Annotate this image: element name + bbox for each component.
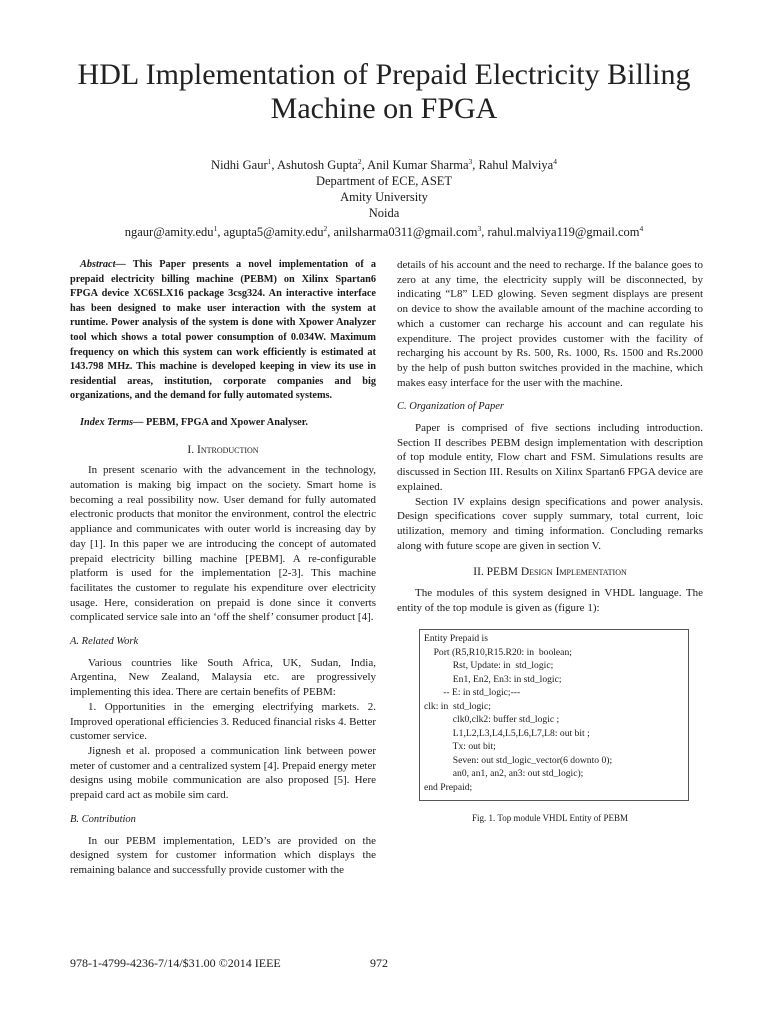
related-work-paragraph-3: Jignesh et al. proposed a communication link between power meter of customer and a centralized system [4]. Prepaid energy meter designs using mobile communication are also proposed [5]. Here prepaid card act as mobile sim card. [70, 745, 376, 802]
section-heading-introduction: I. Introduction [187, 443, 259, 456]
author-university: Amity University [340, 190, 428, 205]
index-terms-label: Index Terms [80, 416, 134, 428]
intro-paragraph: In present scenario with the advancement in the technology, automation is making big impact on the society. Smart home is becoming a real possibility now. User demand for fully automated electronic products that monitor the environment, control the electric appliance and communicates with outer world is increasing day by day [1]. In this paper we are introducing the concept of automated prepaid electricity billing machine [PEBM]. A re-configurable platform is used for the implementation [2-3]. This machine facilitates the customer to regulate his expenditure over electricity usage. Here, consideration on prepaid is done since it converts complicated service sale into an ‘off the shelf’ consumer product [4]. [70, 464, 376, 624]
index-terms-text: — PEBM, FPGA and Xpower Analyser. [133, 416, 308, 428]
subsection-heading-related-work: A. Related Work [70, 636, 139, 648]
code-line: clk: in std_logic; [424, 700, 491, 712]
section-heading-pebm-design: II. PEBM Design Implementation [473, 566, 627, 579]
abstract-text: This Paper presents a novel implementation of a prepaid electricity billing machine (PEBM) on Xilinx Spartan6 FPGA device XC6SLX16 package 3csg324. An interactive interface has been designed to make user interaction with the system at runtime. Power analysis of the system is done with Xpower Analyzer tool which shows a total power consumption of 0.034W. Maximum frequency on which this system can work efficiently is estimated at 143.798 MHz. This machine is developed keeping in view its use in residential areas, institution, corporate companies and big organizations, and the demand for fully automated systems. [70, 259, 376, 402]
email-sup: 2 [323, 224, 328, 234]
organization-paragraph-1: Paper is comprised of five sections including introduction. Section II describes PEBM design implementation with description of top module entity, Flow chart and FSM. Simulations results are discussed in Section III. Results on Xilinx Spartan6 FPGA device are explained. [397, 422, 703, 493]
contribution-paragraph: In our PEBM implementation, LED’s are provided on the designed system for customer information which displays the remaining balance and successfully provide customer with the [70, 834, 376, 876]
email-sup: 1 [213, 224, 218, 234]
author-email: anilsharma0311@gmail.com [333, 225, 478, 240]
code-line: En1, En2, En3: in std_logic; [424, 673, 562, 685]
subsection-heading-organization: C. Organization of Paper [397, 401, 504, 413]
author-block [40, 154, 728, 240]
paper-title [40, 58, 728, 126]
title-line-1: HDL Implementation of Prepaid Electricity Billing [77, 58, 691, 91]
code-line: end Prepaid; [424, 781, 473, 793]
organization-paragraph-2: Section IV explains design specifications and power analysis. Design specifications cover supply summary, total current, loic utilization, memory and timing information. Concluding remarks along with future scope are given in section V. [397, 495, 703, 552]
email-sup: 3 [477, 224, 482, 234]
title-line-2: Machine on FPGA [270, 92, 498, 125]
author-emails: ngaur@amity.edu$^1$, agupta5@amity.edu$^2$, anilsharma0311@gmail.com$^3$, rahul.malviya119@gmail.com$^4$ [124, 224, 644, 240]
code-line: Port (R5,R10,R15.R20: in boolean; [424, 646, 572, 658]
author-department: Department of ECE, ASET [315, 174, 453, 189]
code-line: clk0,clk2: buffer std_logic ; [424, 714, 560, 726]
author-email: rahul.malviya119@gmail.com [487, 225, 640, 240]
author-email: agupta5@amity.edu [223, 225, 324, 240]
vhdl-entity-code-box [419, 629, 689, 801]
email-sup: 4 [639, 224, 644, 234]
right-column [397, 258, 703, 826]
related-work-paragraph-2: 1. Opportunities in the emerging electrifying markets. 2. Improved operational efficiencies 3. Reduced financial risks 4. Better customer service. [70, 700, 376, 743]
author-sup: 1 [267, 157, 272, 166]
subsection-heading-contribution: B. Contribution [70, 813, 136, 825]
code-line: an0, an1, an2, an3: out std_logic); [424, 768, 584, 780]
code-line: Rst, Update: in std_logic; [424, 660, 554, 672]
author-sup: 3 [468, 157, 473, 166]
abstract-label: Abstract— [80, 259, 126, 270]
index-terms [70, 416, 376, 431]
left-column [70, 258, 376, 878]
design-paragraph: The modules of this system designed in VHDL language. The entity of the top module is given as (figure 1): [397, 587, 703, 614]
abstract [70, 258, 376, 404]
related-work-paragraph-1: Various countries like South Africa, UK, Sudan, India, Argentina, New Zealand, Malaysia etc. are progressively implementing this idea. There are certain benefits of PEBM: [70, 656, 376, 699]
author-city: Noida [368, 206, 400, 221]
author-name: Rahul Malviya [478, 158, 554, 173]
code-line: Seven: out std_logic_vector(6 downto 0); [424, 754, 613, 766]
author-sup: 2 [357, 157, 362, 166]
author-names: Nidhi Gaur$^1$, Ashutosh Gupta$^2$, Anil Kumar Sharma$^3$, Rahul Malviya$^4$ [211, 157, 557, 173]
page-number: 972 [370, 956, 388, 970]
code-line: Tx: out bit; [424, 741, 496, 753]
code-line: Entity Prepaid is [424, 633, 488, 645]
code-line: -- E: in std_logic;--- [424, 687, 521, 699]
footer-isbn: 978-1-4799-4236-7/14/$31.00 ©2014 IEEE [70, 956, 281, 970]
author-name: Ashutosh Gupta [276, 158, 358, 173]
figure-caption: Fig. 1. Top module VHDL Entity of PEBM [472, 813, 628, 824]
author-name: Nidhi Gaur [211, 158, 268, 173]
author-email: ngaur@amity.edu [124, 225, 214, 240]
author-name: Anil Kumar Sharma [367, 158, 469, 173]
code-line: L1,L2,L3,L4,L5,L6,L7,L8: out bit ; [424, 727, 590, 739]
author-sup: 4 [553, 157, 557, 166]
contribution-paragraph-continued: details of his account and the need to recharge. If the balance goes to zero at any time, the electricity supply will be disconnected, by indicating “L8” LED glowing. Seven segment displays are present on device to show the available amount of the machine according to which a customer can recharge his account and can regulate his expenditure. The project provides customer with the facility of recharging his account by Rs. 500, Rs. 1000, Rs. 1500 and Rs.2000 by the help of push button switches provided in the machine, which makes easy interface for the user with the machine. [397, 259, 703, 389]
